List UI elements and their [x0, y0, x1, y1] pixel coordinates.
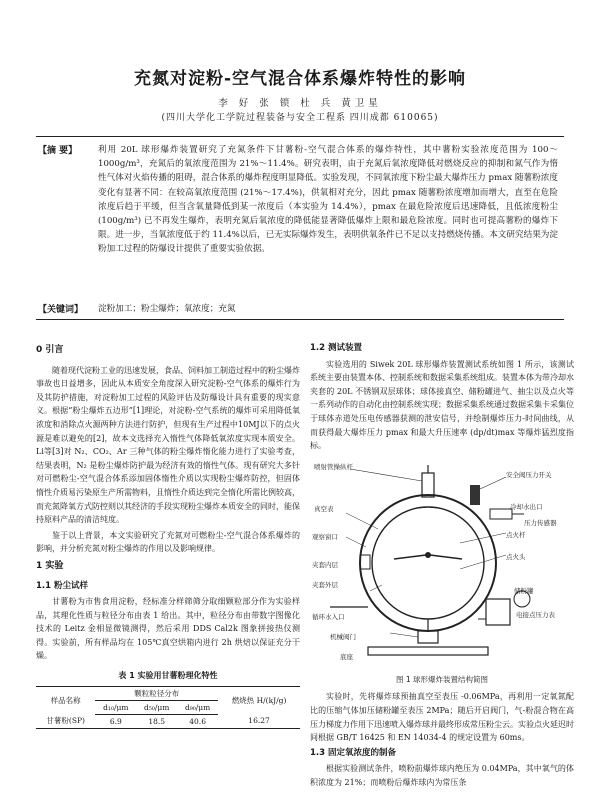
outer-jacket-shape: [360, 495, 496, 631]
safety-valve-shape: [470, 485, 480, 505]
label-storage-tank: 储粉罐: [514, 586, 534, 595]
label-contact-gauge: 电接点压力表: [516, 610, 555, 619]
label-observation-window: 观察窗口: [312, 532, 338, 541]
ignition-head-shape: [425, 552, 431, 558]
keywords-label: 【关键词】: [38, 305, 84, 315]
base-shape: [368, 647, 488, 655]
storage-tank-shape: [486, 599, 510, 625]
dust-sample-paragraph: 甘薯粉为市售食用淀粉，经标准分样筛筛分取细颗粒部分作为实验样品，其理化性质与粒径分布由表 1 给出。其中，粒径分布由带数字图像化技术的 Leitz 金相显微镜测得，然后采用 DDS Cal2k 图象拼接热仪测得。实验前，所有样品均在 105℃真空烘箱内进行 2h 烘焙以保证充分干燥。: [36, 597, 300, 661]
table-header-d50: d₅₀/μm: [136, 700, 177, 714]
label-base: 底座: [340, 652, 353, 661]
ejector-rod-shape: [422, 473, 434, 497]
label-mechanical-valve: 机械阀门: [330, 632, 356, 641]
paper-title: 充氮对淀粉-空气混合体系爆炸特性的影响: [133, 69, 467, 89]
apparatus-paragraph-1: 实验选用的 Siwek 20L 球形爆炸装置测试系统如图 1 所示，该测试系统主要由装置本体、控制系统和数据采集系统组成。装置本体为带冷却水夹套的 20L 不锈钢双层球体；球体接真空、储粉罐进气、抽尘以及点火等一系列动作的自动化由控制系统实现；数据采集系统通过数据采集卡采集位于球体赤道处压电传感器获测的泄安信号，并绘制爆炸压力-时间曲线，从而获得最大爆炸压力 pmax 和最大升压速率 (dp/dt)max 等爆炸猛烈度指标。: [310, 359, 574, 451]
section-oxygen-title: 1.3 固定氧浓度的制备: [310, 747, 397, 758]
label-pressure-sensor: 压力传感器: [524, 518, 557, 527]
label-water-inlet: 循环水入口: [312, 612, 345, 621]
abstract-text: 利用 20L 球形爆炸装置研究了充氮条件下甘薯粉-空气混合体系的爆炸特性，其中薯粉实验浓度范围为 100～1000g/m³，充氮后的氧浓度范围为 21%～11.4%。研究表明，由于充氮后氧浓度降低对燃烧反应的抑制和氮气作为惰性气体对火焰传播的阻碍，混合体系的爆炸程度明显降低。实验发现，不同氧浓度下粉尘最大爆炸压力 pmax 随薯粉浓度变化有显著不同：在较高氧浓度范围 (21%～17.4%)，供氧相对充分，因此 pmax 随薯粉浓度增加而增大，直至在危险浓度后趋于平缓，但当含氧量降低到某一浓度后（本实验为 14.4%），pmax 在最危险浓度后迅速降低，且低浓度粉尘 (100g/m³) 已不再发生爆炸，表明充氮后氧浓度的降低能显著降低爆炸上限和最危险浓度。同时也可提高薯粉的爆炸下限。进一步，当氧浓度低于约 11.4%以后，已无实际爆炸发生，表明供氧条件已不足以支持燃烧传播。本文研究结果为淀粉加工过程的防爆设计提供了重要实验依据。: [98, 145, 558, 255]
table-cell-d50: 18.5: [136, 714, 177, 728]
intro-paragraph-1: 随着现代淀粉工业的迅速发展，食品、饲料加工制造过程中的粉尘爆炸事故也日益增多，因此从本质安全角度深入研究淀粉-空气体系的爆炸行为及其防护措施，对淀粉加工过程的风险评估及防爆设计具有重要的现实意义。根据“粉尘爆炸五边形”[1]理论，对淀粉-空气系统的爆炸可采用降低氧浓度和消除点火源两种方法进行防护，但现有生产过程中10MJ以下的点火源是难以避免的[2]，故本文选择充入惰性气体降低氧浓度实现本质安全。Li等[3]对 N₂、CO₂、Ar 三种气体的粉尘爆炸惰化能力进行了实验考查，结果表明，N₂ 是粉尘爆炸防护最为经济有效的惰性气体。现有研究大多针对可燃粉尘-空气混合体系添加固体惰性介质以实现粉尘爆炸防控，但固体惰性介质易污染原生产所需物料，且惰性介质达到完全惰化所需比例较高，而充氮降氧方式防控则以其经济的手段实现粉尘爆炸本质安全的同时，能保持原料产品的清洁纯度。: [36, 365, 300, 525]
apparatus-paragraph-2: 实验时，先将爆炸球预抽真空至表压 -0.06MPa，再利用一定氧氮配比的压缩气体加压储粉罐至表压 2MPa；随后开启阀门，气-粉混合物在高压力梯度力作用下迅速喷入爆炸球并最终形成常压粉尘云。实验点火延迟时间根据 GB/T 16425 和 EN 14034-4 的规定设置为 60ms。: [310, 692, 574, 743]
abstract-label: 【摘 要】: [38, 146, 78, 156]
table-caption: 表 1 实验用甘薯粉理化特性: [118, 671, 218, 681]
label-vacuum-gauge: 真空表: [314, 504, 334, 513]
right-column: [310, 340, 574, 792]
section-dust-sample-title: 1.1 粉尘试样: [36, 580, 89, 591]
table-cell-d90: 40.6: [177, 714, 218, 728]
section-experiment-title: 1 实验: [36, 560, 64, 571]
table-header-sample: 样品名称: [36, 686, 95, 714]
table-row: [36, 714, 300, 728]
abstract-box: [36, 136, 564, 320]
table-cell-d10: 6.9: [95, 714, 136, 728]
label-ejector-rod: 喷射管操纵杆: [314, 462, 353, 471]
section-introduction-title: 0 引言: [36, 345, 64, 355]
table-header-d10: d₁₀/μm: [95, 700, 136, 714]
table-cell-name: 甘薯粉(SP): [36, 714, 95, 728]
table-header-heat: 燃烧热 H/(kJ/g): [218, 686, 300, 714]
label-safety-valve: 安全阀压力开关: [506, 470, 552, 479]
table-cell-heat: 16.27: [218, 714, 300, 728]
paper-affiliation: (四川大学化工学院过程装备与安全工程系 四川成都 610065): [161, 113, 439, 123]
keywords-text: 淀粉加工；粉尘爆炸；氧浓度；充氮: [98, 304, 236, 314]
table-header-distribution: 颗粒粒径分布: [95, 686, 218, 700]
properties-table: [36, 686, 300, 729]
section-apparatus-title: 1.2 测试装置: [310, 343, 363, 353]
intro-paragraph-2: 鉴于以上背景，本文实验研究了充氮对可燃粉尘-空气混合体系爆炸的影响，并分析充氮对粉尘爆炸的作用以及影响规律。: [36, 530, 300, 554]
label-cooling-outlet: 冷却水出口: [510, 502, 543, 511]
inner-sphere-shape: [372, 507, 484, 619]
label-jacket-outer: 夹套外层: [312, 580, 338, 589]
table-header-d90: d₉₀/μm: [177, 700, 218, 714]
figure-caption: 图 1 球形爆炸装置结构简图: [395, 674, 489, 684]
label-ignition-rod: 点火杆: [506, 530, 526, 539]
left-column: [36, 340, 300, 729]
apparatus-figure: [310, 459, 574, 669]
oxygen-paragraph: 根据实验测试条件，喷粉前爆炸球内绝压为 0.04MPa，其中氧气的体积浓度为 21%；而喷粉后爆炸球内为常压条: [310, 764, 574, 787]
label-ignition-head: 点火头: [506, 552, 526, 561]
paper-authors: 李 好 张 锁 杜 兵 黄卫星: [218, 98, 382, 109]
label-jacket-inner: 夹套内层: [312, 560, 338, 569]
